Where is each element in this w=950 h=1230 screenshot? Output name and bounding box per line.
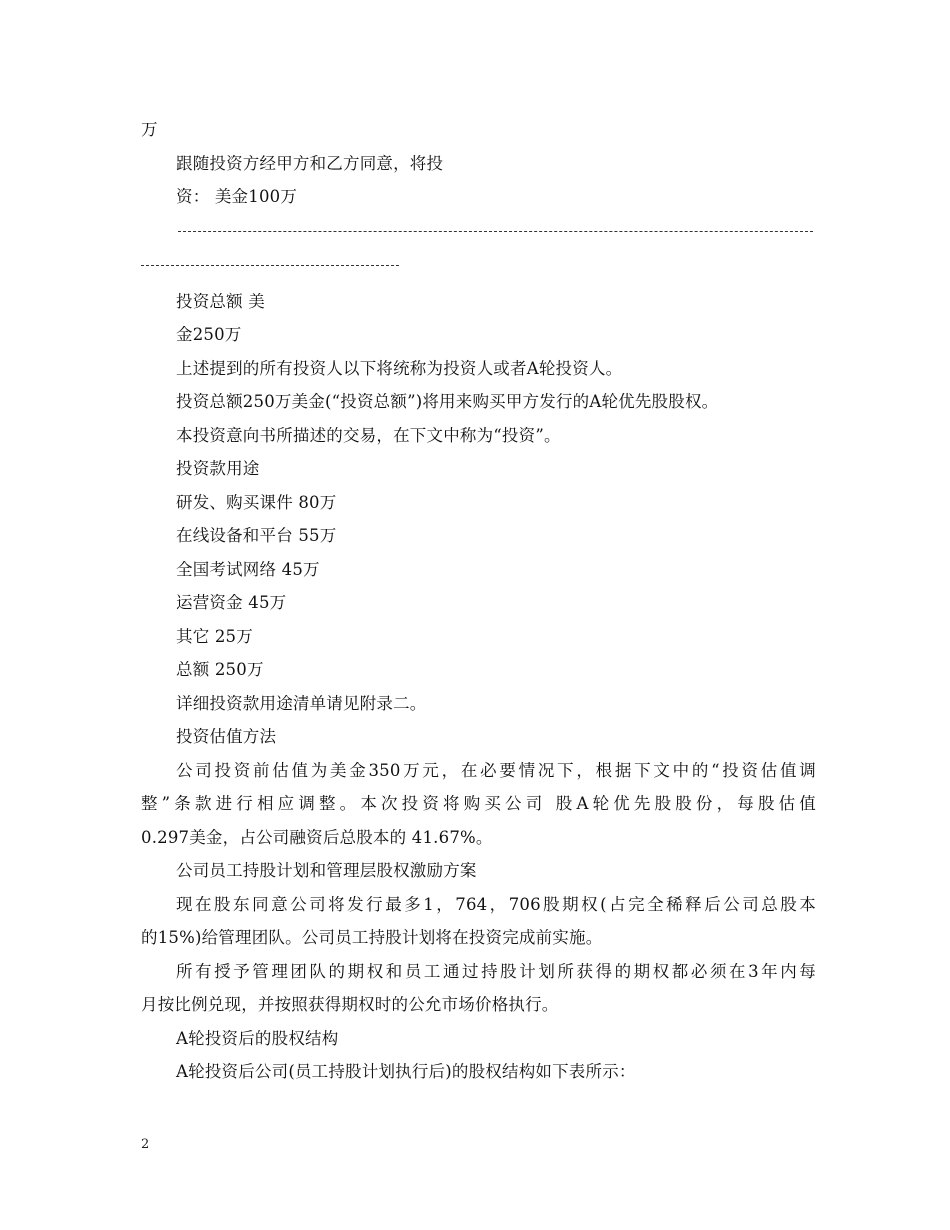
text-line: A轮投资后公司(员工持股计划执行后)的股权结构如下表所示： <box>176 1062 636 1081</box>
text-line: 投资总额 美 <box>176 292 265 311</box>
list-item: 在线设备和平台 55万 <box>176 526 337 545</box>
text-line: 月按比例兑现，并按照获得期权时的公允市场价格执行。 <box>141 995 559 1014</box>
list-item: 总额 250万 <box>176 660 264 679</box>
text-line: 现在股东同意公司将发行最多1，764，706股期权(占完全稀释后公司总股本 <box>176 895 816 914</box>
text-line: 的15%)给管理团队。公司员工持股计划将在投资完成前实施。 <box>141 928 603 947</box>
section-heading: 公司员工持股计划和管理层股权激励方案 <box>176 861 477 880</box>
text-line: 上述提到的所有投资人以下将统称为投资人或者A轮投资人。 <box>176 359 623 378</box>
page-number: 2 <box>141 1137 150 1152</box>
text-line: 整”条款进行相应调整。本次投资将购买公司 股A轮优先股股份，每股估值 <box>141 794 816 813</box>
text-line: 0.297美金，占公司融资后总股本的 41.67%。 <box>141 828 493 847</box>
dashed-separator <box>141 265 399 266</box>
text-line: 万 <box>141 120 158 139</box>
text-line: 详细投资款用途清单请见附录二。 <box>176 694 427 713</box>
text-line: 资： 美金100万 <box>176 187 298 206</box>
text-line: 本投资意向书所描述的交易，在下文中称为“投资”。 <box>176 426 561 445</box>
list-item: 运营资金 45万 <box>176 593 287 612</box>
text-line: 所有授予管理团队的期权和员工通过持股计划所获得的期权都必须在3年内每 <box>176 962 816 981</box>
section-heading: 投资款用途 <box>176 459 260 478</box>
text-line: 跟随投资方经甲方和乙方同意，将投 <box>176 154 444 173</box>
section-heading: A轮投资后的股权结构 <box>176 1029 339 1048</box>
dashed-separator <box>178 231 813 232</box>
text-line: 金250万 <box>176 325 242 344</box>
text-line: 投资总额250万美金(“投资总额”)将用来购买甲方发行的A轮优先股股权。 <box>176 392 719 411</box>
list-item: 全国考试网络 45万 <box>176 560 320 579</box>
section-heading: 投资估值方法 <box>176 727 277 746</box>
list-item: 其它 25万 <box>176 627 253 646</box>
text-line: 公司投资前估值为美金350万元，在必要情况下，根据下文中的“投资估值调 <box>176 761 816 780</box>
list-item: 研发、购买课件 80万 <box>176 493 337 512</box>
